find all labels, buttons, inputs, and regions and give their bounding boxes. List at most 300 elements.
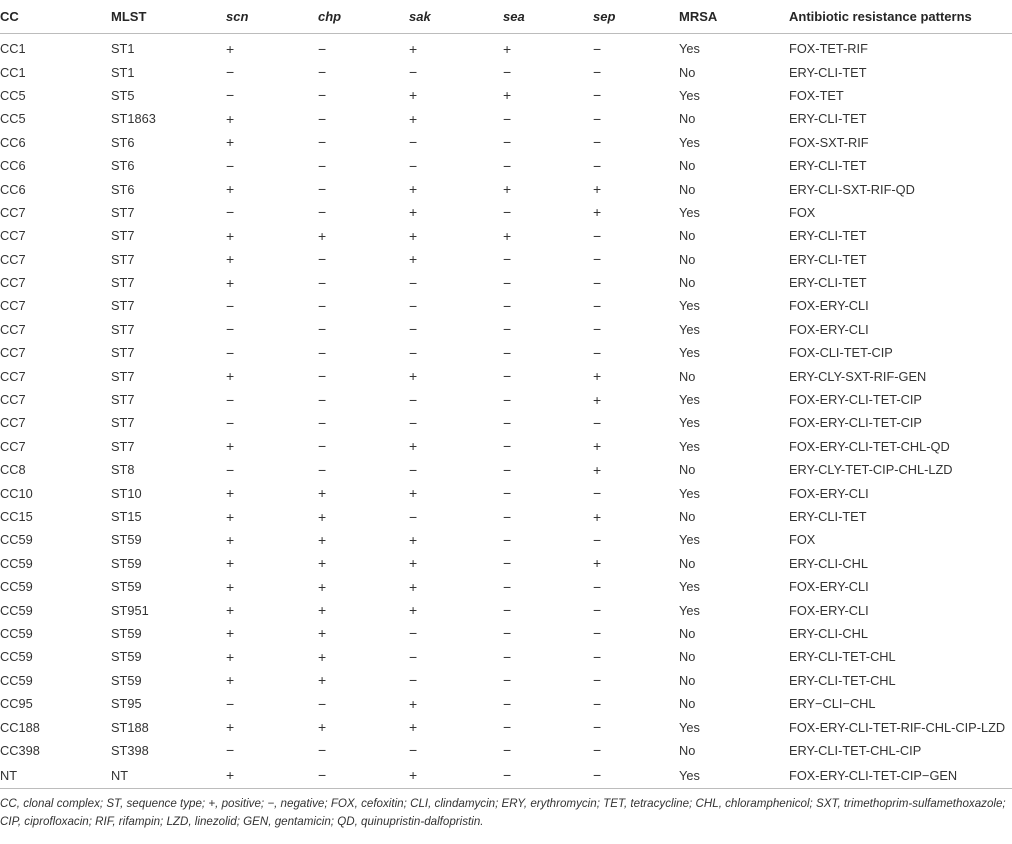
cell-chp: + — [318, 227, 327, 244]
cell-mrsa: Yes — [679, 719, 700, 735]
cell-cc: CC6 — [0, 158, 26, 174]
cell-chp: + — [318, 485, 327, 502]
cell-resistance: ERY-CLY-TET-CIP-CHL-LZD — [789, 462, 953, 478]
cell-scn: + — [226, 181, 235, 198]
cell-mrsa: No — [679, 275, 696, 291]
cell-cc: CC59 — [0, 602, 33, 618]
cell-sep: + — [593, 508, 602, 525]
cell-mlst: ST8 — [111, 462, 135, 478]
cell-resistance: FOX-ERY-CLI — [789, 321, 869, 337]
table-row — [0, 739, 1012, 762]
cell-mrsa: No — [679, 672, 696, 688]
table-body — [0, 34, 1012, 789]
cell-chp: + — [318, 508, 327, 525]
cell-chp: − — [318, 157, 327, 174]
cell-sak: − — [409, 742, 418, 759]
cell-resistance: FOX-ERY-CLI-TET-CIP — [789, 415, 922, 431]
cell-resistance: ERY-CLI-CHL — [789, 625, 868, 641]
cell-resistance: FOX-SXT-RIF — [789, 134, 869, 150]
cell-sak: − — [409, 64, 418, 81]
cell-scn: + — [226, 767, 235, 784]
cell-resistance: ERY-CLI-TET — [789, 275, 867, 291]
cell-resistance: ERY-CLY-SXT-RIF-GEN — [789, 368, 927, 384]
cell-mlst: ST7 — [111, 438, 135, 454]
cell-mrsa: Yes — [679, 415, 700, 431]
cell-scn: + — [226, 719, 235, 736]
cell-sak: + — [409, 485, 418, 502]
cell-sea: − — [503, 321, 512, 338]
cell-scn: − — [226, 461, 235, 478]
cell-mlst: ST1863 — [111, 111, 156, 127]
cell-scn: + — [226, 110, 235, 127]
cell-chp: + — [318, 719, 327, 736]
table-row — [0, 201, 1012, 224]
cell-mlst: ST15 — [111, 509, 142, 524]
cell-sea: − — [503, 297, 512, 314]
cell-mrsa: No — [679, 368, 696, 384]
cell-mrsa: Yes — [679, 602, 700, 618]
table-row — [0, 294, 1012, 317]
cell-cc: CC7 — [0, 204, 26, 220]
cell-mlst: ST7 — [111, 204, 135, 220]
table-row — [0, 84, 1012, 107]
cell-resistance: FOX-ERY-CLI-TET-CHL-QD — [789, 438, 950, 454]
cell-sak: − — [409, 274, 418, 291]
cell-sep: − — [593, 110, 602, 127]
cell-mlst: ST7 — [111, 415, 135, 431]
cell-sak: − — [409, 134, 418, 151]
cell-resistance: ERY-CLI-TET — [789, 509, 867, 524]
cell-scn: + — [226, 134, 235, 151]
cell-sep: − — [593, 625, 602, 642]
cell-cc: CC1 — [0, 41, 26, 57]
cell-sea: − — [503, 485, 512, 502]
cell-sea: + — [503, 181, 512, 198]
cell-scn: + — [226, 274, 235, 291]
cell-sak: + — [409, 555, 418, 572]
cell-resistance: FOX-ERY-CLI — [789, 602, 869, 618]
cell-resistance: ERY-CLI-TET-CHL — [789, 649, 896, 665]
cell-sep: − — [593, 321, 602, 338]
cell-mrsa: Yes — [679, 321, 700, 337]
cell-mlst: ST7 — [111, 251, 135, 267]
cell-cc: CC7 — [0, 368, 26, 384]
cell-resistance: ERY-CLI-CHL — [789, 555, 868, 571]
cell-sea: − — [503, 742, 512, 759]
table-row — [0, 669, 1012, 692]
cell-sak: − — [409, 648, 418, 665]
table-row — [0, 435, 1012, 458]
cell-mrsa: Yes — [679, 392, 700, 408]
cell-cc: CC398 — [0, 742, 40, 758]
cell-chp: − — [318, 64, 327, 81]
cell-chp: − — [318, 391, 327, 408]
cell-sep: − — [593, 274, 602, 291]
cell-cc: CC5 — [0, 111, 26, 127]
cell-cc: CC15 — [0, 509, 33, 524]
cell-sak: + — [409, 695, 418, 712]
cell-cc: CC59 — [0, 579, 33, 595]
cell-sea: − — [503, 672, 512, 689]
header-resistance: Antibiotic resistance patterns — [789, 0, 1012, 34]
cell-mlst: ST1 — [111, 64, 135, 80]
cell-mrsa: No — [679, 228, 696, 244]
table-row — [0, 107, 1012, 130]
cell-sep: + — [593, 438, 602, 455]
cell-chp: − — [318, 297, 327, 314]
cell-cc: CC188 — [0, 719, 40, 735]
cell-sak: + — [409, 368, 418, 385]
cell-mrsa: Yes — [679, 579, 700, 595]
cell-mrsa: Yes — [679, 767, 700, 783]
cell-scn: + — [226, 531, 235, 548]
cell-mrsa: Yes — [679, 87, 700, 103]
cell-sak: + — [409, 251, 418, 268]
cell-mlst: ST7 — [111, 368, 135, 384]
cell-sak: − — [409, 625, 418, 642]
table-row — [0, 481, 1012, 504]
cell-resistance: ERY-CLI-TET-CHL-CIP — [789, 742, 922, 758]
cell-sak: + — [409, 181, 418, 198]
cell-sep: + — [593, 181, 602, 198]
cell-mlst: ST59 — [111, 649, 142, 665]
cell-sea: − — [503, 64, 512, 81]
cell-scn: − — [226, 344, 235, 361]
cell-mrsa: No — [679, 181, 696, 197]
cell-scn: + — [226, 227, 235, 244]
cell-sak: − — [409, 461, 418, 478]
table-row — [0, 364, 1012, 387]
cell-cc: CC59 — [0, 532, 33, 548]
cell-cc: CC8 — [0, 462, 26, 478]
cell-sep: + — [593, 368, 602, 385]
cell-sea: − — [503, 578, 512, 595]
cell-sep: − — [593, 672, 602, 689]
cell-scn: + — [226, 555, 235, 572]
cell-mlst: ST5 — [111, 87, 135, 103]
table-row — [0, 248, 1012, 271]
header-sea: sea — [503, 0, 593, 34]
cell-sak: + — [409, 227, 418, 244]
cell-mrsa: Yes — [679, 41, 700, 57]
cell-mlst: ST188 — [111, 719, 149, 735]
cell-sak: + — [409, 531, 418, 548]
cell-sep: − — [593, 695, 602, 712]
cell-sep: − — [593, 485, 602, 502]
cell-cc: CC7 — [0, 345, 26, 361]
cell-chp: − — [318, 204, 327, 221]
cell-mlst: ST7 — [111, 275, 135, 291]
cell-cc: CC7 — [0, 251, 26, 267]
cell-cc: CC59 — [0, 649, 33, 665]
cell-sea: − — [503, 368, 512, 385]
cell-mrsa: No — [679, 158, 696, 174]
cell-resistance: ERY−CLI−CHL — [789, 696, 876, 712]
cell-resistance: ERY-CLI-TET — [789, 251, 867, 267]
header-mlst: MLST — [111, 0, 226, 34]
cell-resistance: FOX — [789, 204, 816, 220]
cell-sep: + — [593, 555, 602, 572]
cell-cc: CC7 — [0, 228, 26, 244]
cell-sea: − — [503, 391, 512, 408]
cell-chp: + — [318, 578, 327, 595]
cell-cc: CC6 — [0, 181, 26, 197]
cell-sea: − — [503, 204, 512, 221]
cell-sak: + — [409, 110, 418, 127]
cell-cc: CC7 — [0, 298, 26, 314]
cell-mlst: ST95 — [111, 696, 142, 712]
cell-sea: − — [503, 251, 512, 268]
cell-chp: − — [318, 134, 327, 151]
cell-sep: − — [593, 40, 602, 57]
cell-sep: − — [593, 414, 602, 431]
table-row — [0, 131, 1012, 154]
header-scn: scn — [226, 0, 318, 34]
cell-mlst: ST7 — [111, 298, 135, 314]
cell-chp: − — [318, 40, 327, 57]
cell-sep: − — [593, 602, 602, 619]
table-row — [0, 715, 1012, 738]
cell-sea: − — [503, 625, 512, 642]
cell-sep: − — [593, 251, 602, 268]
cell-sep: − — [593, 227, 602, 244]
cell-mlst: ST1 — [111, 41, 135, 57]
header-mrsa: MRSA — [679, 0, 789, 34]
cell-cc: CC6 — [0, 134, 26, 150]
cell-scn: − — [226, 391, 235, 408]
cell-scn: + — [226, 485, 235, 502]
cell-cc: CC1 — [0, 64, 26, 80]
cell-mrsa: Yes — [679, 298, 700, 314]
cell-sak: + — [409, 438, 418, 455]
cell-scn: + — [226, 602, 235, 619]
cell-cc: NT — [0, 767, 18, 783]
cell-chp: − — [318, 438, 327, 455]
cell-mrsa: Yes — [679, 345, 700, 361]
table-row — [0, 598, 1012, 621]
header-row — [0, 0, 1012, 34]
cell-cc: CC95 — [0, 696, 33, 712]
cell-sep: − — [593, 742, 602, 759]
header-sak: sak — [409, 0, 503, 34]
cell-resistance: FOX-ERY-CLI — [789, 485, 869, 501]
cell-mlst: ST6 — [111, 134, 135, 150]
cell-mrsa: No — [679, 555, 696, 571]
cell-chp: − — [318, 414, 327, 431]
cell-chp: + — [318, 672, 327, 689]
cell-mlst: ST6 — [111, 181, 135, 197]
cell-resistance: ERY-CLI-TET — [789, 111, 867, 127]
cell-chp: − — [318, 695, 327, 712]
cell-resistance: ERY-CLI-TET-CHL — [789, 672, 896, 688]
cell-chp: − — [318, 461, 327, 478]
cell-sea: − — [503, 157, 512, 174]
cell-sak: − — [409, 321, 418, 338]
cell-chp: − — [318, 767, 327, 784]
cell-sea: − — [503, 767, 512, 784]
cell-scn: + — [226, 438, 235, 455]
cell-sea: − — [503, 602, 512, 619]
cell-mrsa: No — [679, 509, 696, 524]
cell-scn: − — [226, 64, 235, 81]
cell-mlst: ST7 — [111, 321, 135, 337]
cell-scn: − — [226, 87, 235, 104]
cell-sak: − — [409, 157, 418, 174]
table-row — [0, 271, 1012, 294]
cell-scn: + — [226, 40, 235, 57]
cell-sak: + — [409, 767, 418, 784]
cell-chp: + — [318, 555, 327, 572]
cell-resistance: FOX-ERY-CLI-TET-RIF-CHL-CIP-LZD — [789, 719, 1006, 735]
cell-cc: CC5 — [0, 87, 26, 103]
cell-scn: − — [226, 742, 235, 759]
cell-mrsa: Yes — [679, 532, 700, 548]
cell-sak: + — [409, 602, 418, 619]
cell-mlst: ST59 — [111, 532, 142, 548]
cell-sep: + — [593, 391, 602, 408]
cell-cc: CC59 — [0, 555, 33, 571]
cell-resistance: FOX-ERY-CLI-TET-CIP — [789, 392, 922, 408]
cell-mrsa: No — [679, 64, 696, 80]
cell-chp: + — [318, 602, 327, 619]
cell-sep: − — [593, 719, 602, 736]
cell-cc: CC59 — [0, 625, 33, 641]
cell-chp: + — [318, 625, 327, 642]
cell-sak: − — [409, 672, 418, 689]
cell-mrsa: No — [679, 696, 696, 712]
cell-sea: − — [503, 414, 512, 431]
header-chp: chp — [318, 0, 409, 34]
table-row — [0, 34, 1012, 61]
cell-scn: + — [226, 251, 235, 268]
cell-sep: − — [593, 578, 602, 595]
cell-sea: − — [503, 508, 512, 525]
cell-resistance: ERY-CLI-TET — [789, 158, 867, 174]
cell-cc: CC7 — [0, 415, 26, 431]
cell-sea: − — [503, 719, 512, 736]
cell-mrsa: No — [679, 649, 696, 665]
cell-sep: − — [593, 134, 602, 151]
cell-mlst: ST7 — [111, 392, 135, 408]
cell-sea: − — [503, 555, 512, 572]
cell-sep: − — [593, 87, 602, 104]
cell-chp: + — [318, 648, 327, 665]
cell-scn: + — [226, 648, 235, 665]
cell-sak: − — [409, 344, 418, 361]
cell-sea: − — [503, 274, 512, 291]
cell-sea: − — [503, 648, 512, 665]
cell-sea: − — [503, 344, 512, 361]
cell-chp: − — [318, 110, 327, 127]
cell-scn: − — [226, 157, 235, 174]
cell-mrsa: No — [679, 462, 696, 478]
cell-scn: − — [226, 695, 235, 712]
cell-cc: CC7 — [0, 321, 26, 337]
table-header — [0, 0, 1012, 34]
cell-mlst: ST10 — [111, 485, 142, 501]
table-row — [0, 552, 1012, 575]
cell-mlst: ST59 — [111, 579, 142, 595]
table-row — [0, 622, 1012, 645]
cell-resistance: FOX-ERY-CLI — [789, 298, 869, 314]
cell-mrsa: Yes — [679, 438, 700, 454]
cell-scn: + — [226, 625, 235, 642]
table-row — [0, 411, 1012, 434]
cell-chp: − — [318, 251, 327, 268]
cell-scn: + — [226, 672, 235, 689]
table-row — [0, 177, 1012, 200]
cell-sep: + — [593, 461, 602, 478]
cell-mrsa: No — [679, 742, 696, 758]
cell-sea: + — [503, 87, 512, 104]
header-cc: CC — [0, 0, 111, 34]
table-row — [0, 692, 1012, 715]
cell-scn: − — [226, 321, 235, 338]
cell-sep: − — [593, 648, 602, 665]
cell-chp: − — [318, 742, 327, 759]
cell-sak: + — [409, 578, 418, 595]
table-row — [0, 458, 1012, 481]
cell-resistance: FOX-TET — [789, 87, 844, 103]
cell-scn: − — [226, 414, 235, 431]
cell-mlst: ST951 — [111, 602, 149, 618]
cell-chp: − — [318, 274, 327, 291]
cell-resistance: FOX-CLI-TET-CIP — [789, 345, 893, 361]
header-sep: sep — [593, 0, 679, 34]
cell-scn: − — [226, 204, 235, 221]
table-row — [0, 575, 1012, 598]
cell-chp: + — [318, 531, 327, 548]
cell-sak: + — [409, 87, 418, 104]
cell-resistance: FOX — [789, 532, 816, 548]
cell-sak: − — [409, 508, 418, 525]
table-row — [0, 762, 1012, 788]
cell-mlst: ST7 — [111, 228, 135, 244]
cell-sea: − — [503, 134, 512, 151]
table-footnote: CC, clonal complex; ST, sequence type; +, positive; −, negative; FOX, cefoxitin; CLI, clindamycin; ERY, erythromycin; TET, tetracycline; CHL, chloramphenicol; SXT, trimethoprim-sulfamethoxazole; CIP, ciprofloxacin; RIF, rifampin; LZD, linezolid; GEN, gentamicin; QD, quinupristin-dalfopristin. — [0, 797, 1006, 829]
cell-cc: CC7 — [0, 275, 26, 291]
cell-chp: − — [318, 321, 327, 338]
cell-sep: − — [593, 767, 602, 784]
cell-cc: CC7 — [0, 438, 26, 454]
cell-sep: − — [593, 64, 602, 81]
cell-resistance: FOX-TET-RIF — [789, 41, 868, 57]
table-row — [0, 528, 1012, 551]
table-row — [0, 388, 1012, 411]
cell-sak: − — [409, 414, 418, 431]
table-row — [0, 505, 1012, 528]
cell-sea: − — [503, 695, 512, 712]
cell-sak: − — [409, 391, 418, 408]
cell-sep: − — [593, 531, 602, 548]
cell-sep: − — [593, 157, 602, 174]
cell-sak: + — [409, 719, 418, 736]
cell-mlst: ST59 — [111, 672, 142, 688]
cell-cc: CC10 — [0, 485, 33, 501]
cell-chp: − — [318, 344, 327, 361]
cell-sea: − — [503, 461, 512, 478]
cell-sep: + — [593, 204, 602, 221]
cell-sep: − — [593, 344, 602, 361]
cell-mlst: ST398 — [111, 742, 149, 758]
cell-mlst: ST6 — [111, 158, 135, 174]
cell-chp: − — [318, 181, 327, 198]
cell-scn: + — [226, 368, 235, 385]
cell-resistance: ERY-CLI-TET — [789, 228, 867, 244]
cell-sak: − — [409, 297, 418, 314]
cell-sea: + — [503, 40, 512, 57]
cell-mlst: ST59 — [111, 625, 142, 641]
